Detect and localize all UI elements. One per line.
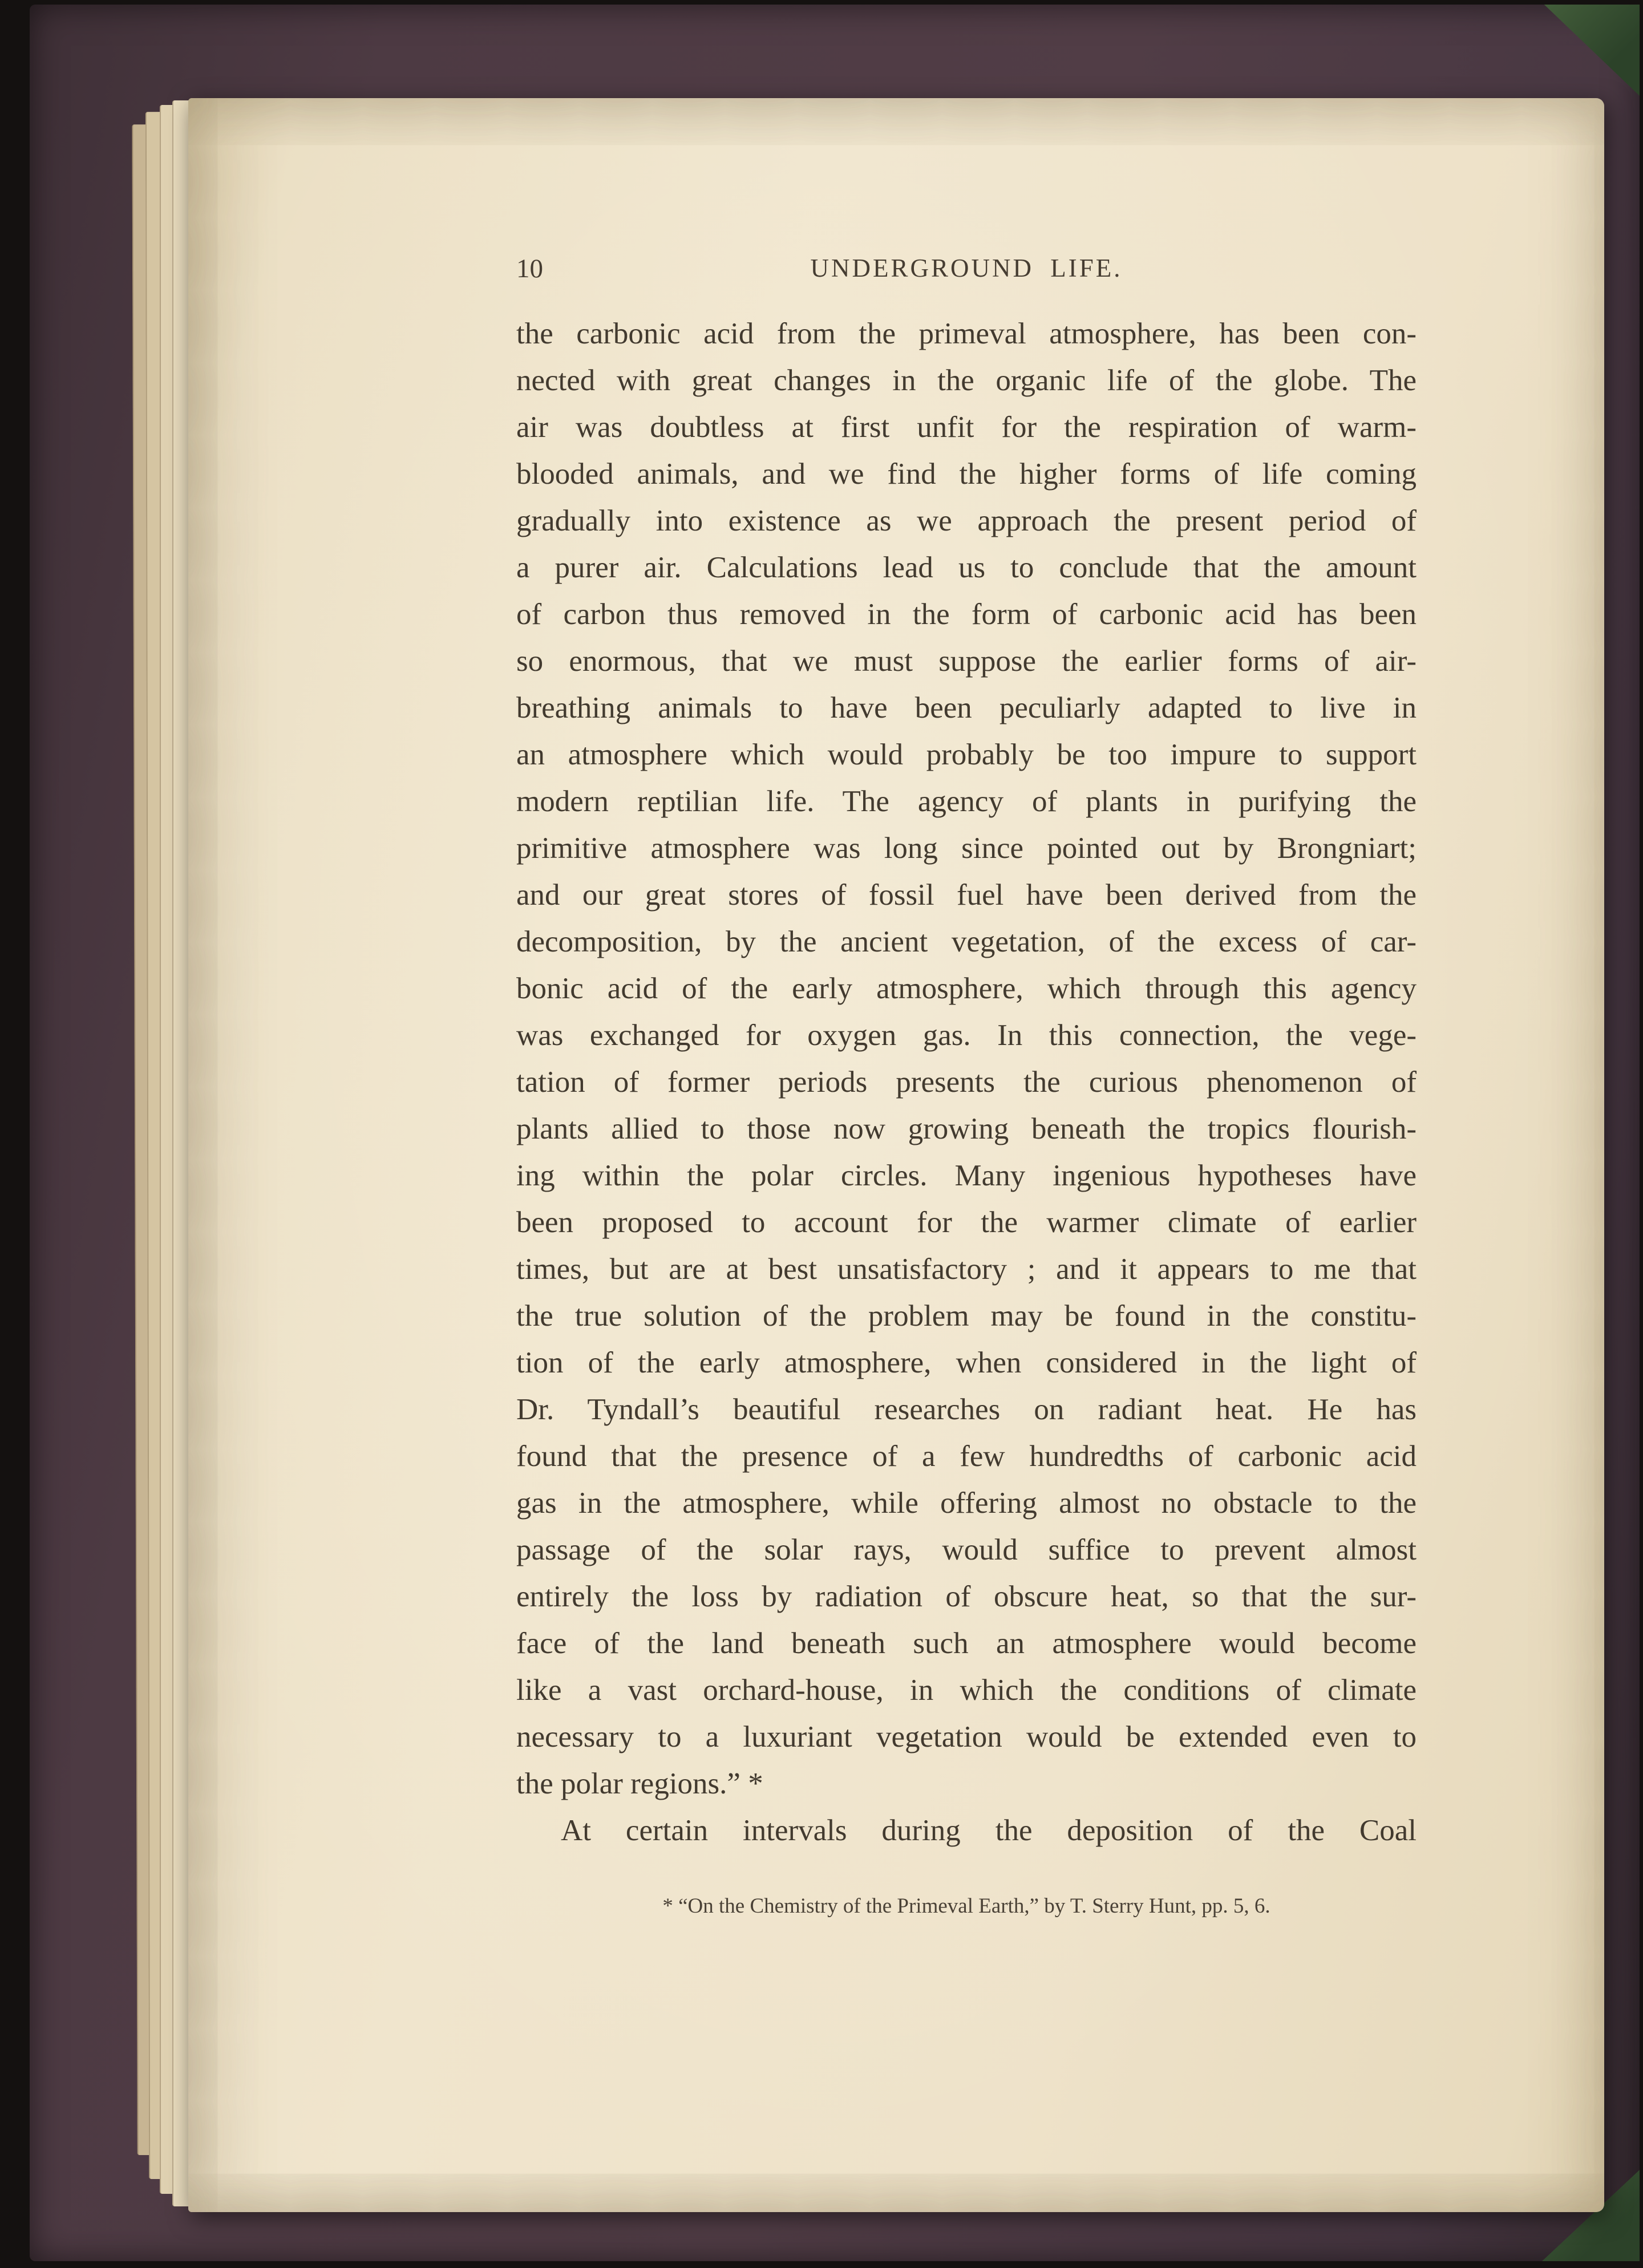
text-line: of carbon thus removed in the form of carbonic acid has been (516, 598, 1417, 631)
body-text (516, 310, 1417, 1854)
cover-corner-top-right (1531, 5, 1640, 96)
text-line: At certain intervals during the deposition of the Coal (561, 1814, 1417, 1847)
text-line: tation of former periods presents the curious phenomenon of (516, 1066, 1417, 1099)
text-line: been proposed to account for the warmer climate of earlier (516, 1206, 1417, 1239)
footnote: * “On the Chemistry of the Primeval Earth,” by T. Sterry Hunt, pp. 5, 6. (662, 1894, 1270, 1918)
running-header: UNDERGROUND LIFE. (810, 254, 1123, 282)
text-line: blooded animals, and we find the higher forms of life coming (516, 457, 1417, 491)
text-line: necessary to a luxuriant vegetation would be extended even to (516, 1720, 1417, 1753)
text-line: a purer air. Calculations lead us to conclude that the amount (516, 551, 1417, 584)
text-line: an atmosphere which would probably be too impure to support (516, 738, 1417, 771)
text-line: plants allied to those now growing beneath the tropics flourish- (516, 1112, 1417, 1145)
text-line: face of the land beneath such an atmosphere would become (516, 1627, 1417, 1660)
text-line: like a vast orchard-house, in which the conditions of climate (516, 1674, 1417, 1707)
page-header (516, 253, 1417, 293)
text-line: Dr. Tyndall’s beautiful researches on radiant heat. He has (516, 1393, 1417, 1426)
text-line: air was doubtless at first unfit for the respiration of warm- (516, 411, 1417, 444)
text-line: bonic acid of the early atmosphere, which through this agency (516, 972, 1417, 1005)
text-line: gas in the atmosphere, while offering almost no obstacle to the (516, 1487, 1417, 1520)
text-line: entirely the loss by radiation of obscure heat, so that the sur- (516, 1580, 1417, 1613)
page-number: 10 (516, 254, 543, 284)
text-line: the carbonic acid from the primeval atmosphere, has been con- (516, 317, 1417, 350)
text-line: times, but are at best unsatisfactory ; and it appears to me that (516, 1253, 1417, 1286)
text-line: gradually into existence as we approach the present period of (516, 504, 1417, 537)
text-line: modern reptilian life. The agency of plants in purifying the (516, 785, 1417, 818)
text-line: the polar regions.” * (516, 1767, 763, 1800)
book-page (188, 98, 1604, 2212)
text-line: decomposition, by the ancient vegetation, of the excess of car- (516, 925, 1417, 958)
text-line: was exchanged for oxygen gas. In this connection, the vege- (516, 1019, 1417, 1052)
text-line: ing within the polar circles. Many ingenious hypotheses have (516, 1159, 1417, 1192)
text-line: nected with great changes in the organic life of the globe. The (516, 364, 1417, 397)
text-line: so enormous, that we must suppose the earlier forms of air- (516, 645, 1417, 678)
text-line: primitive atmosphere was long since pointed out by Brongniart; (516, 832, 1417, 865)
text-line: tion of the early atmosphere, when considered in the light of (516, 1346, 1417, 1379)
text-line: passage of the solar rays, would suffice to prevent almost (516, 1533, 1417, 1566)
text-line: found that the presence of a few hundredths of carbonic acid (516, 1440, 1417, 1473)
text-line: the true solution of the problem may be found in the constitu- (516, 1299, 1417, 1333)
text-line: and our great stores of fossil fuel have been derived from the (516, 878, 1417, 912)
text-line: breathing animals to have been peculiarly adapted to live in (516, 691, 1417, 724)
